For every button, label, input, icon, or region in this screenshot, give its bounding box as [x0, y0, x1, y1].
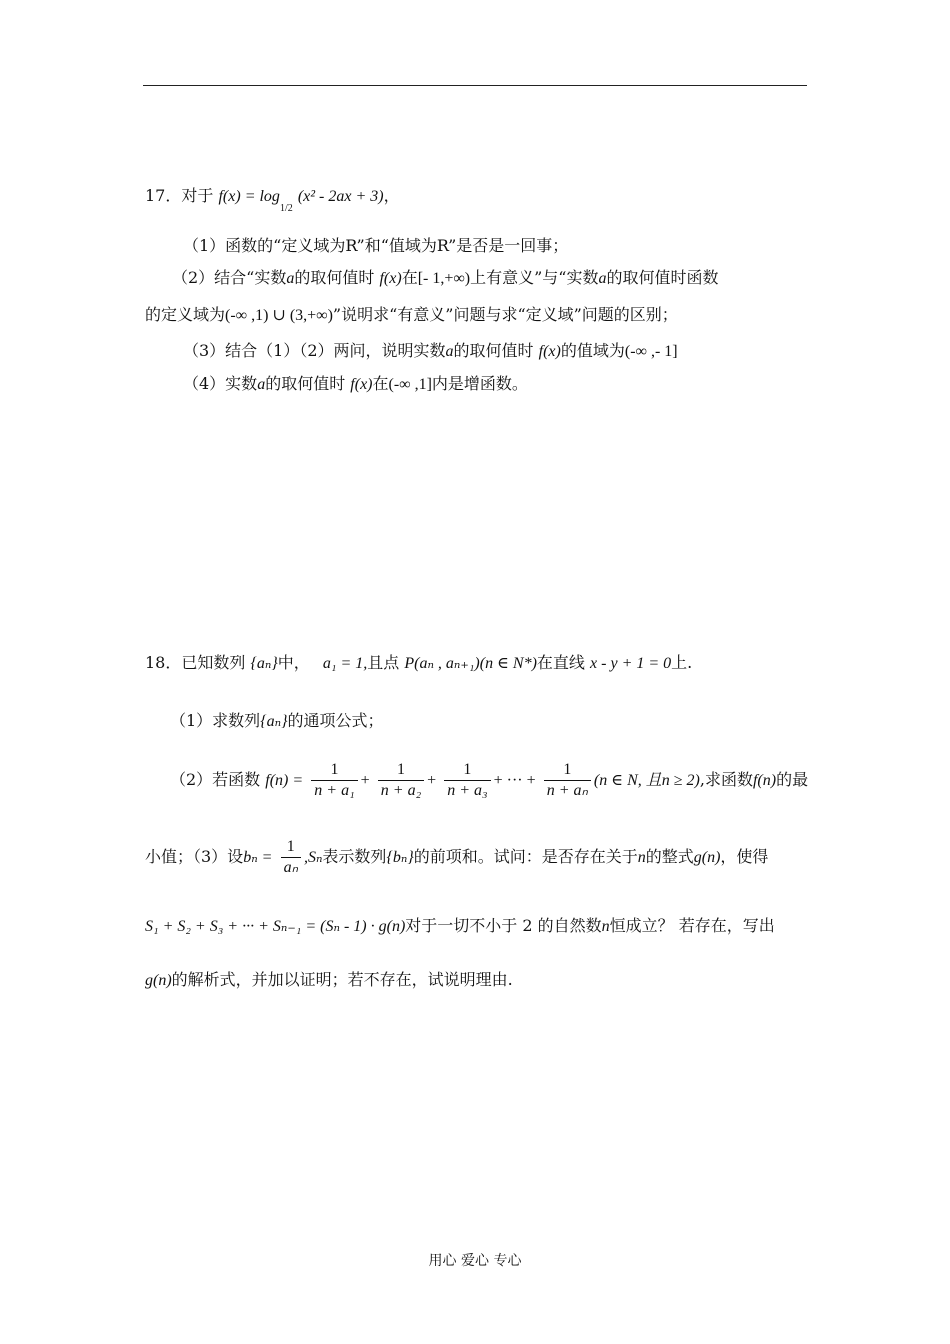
page-footer: 用心 爱心 专心	[428, 1253, 522, 1269]
q18-part3-line2: S₁ + S₂ + S₃ + ··· + Sₙ₋₁ = (Sₙ - 1) · g(n)对于一切不小于 2 的自然数n恒成立？ 若存在，写出	[145, 916, 775, 935]
q17-heading: 17．对于 $f(x) = \log_{1/2} (x^2 - 2ax + 3)$，	[145, 186, 400, 214]
fraction-2: $\frac{1}{\text{n + a₂}}$	[378, 760, 424, 801]
q17-arg: (x² - 2ax + 3)	[297, 188, 384, 205]
q17-part1: （1）函数的“定义域为R”和“值域为R”是否是一回事；	[183, 236, 569, 255]
q17-number: 17．	[145, 186, 182, 205]
q17-part3: （3）结合（1）（2）两问，说明实数a的取何值时 f(x)的值域为(-∞ ,- 1]	[183, 341, 678, 360]
q18-part3-line3: g(n)的解析式，并加以证明；若不存在，试说明理由.	[145, 970, 513, 989]
q17-expr: f(x) = log	[218, 188, 280, 205]
q18-seq: {aₙ}	[250, 655, 278, 672]
fraction-n: $\frac{1}{\text{n + aₙ}}$	[544, 760, 591, 801]
q18-part3-line1: 小值；（3）设bₙ = $\frac{1}{\text{aₙ}}$ ,Sₙ表示数列{bₙ}的前项和。试问：是否存在关于n的整式g(n)，使得	[145, 838, 769, 876]
q18-heading: 18．已知数列 {aₙ}中， a₁ = 1,且点 P(aₙ , aₙ₊₁)(n ∈ N*)在直线 x - y + 1 = 0上.	[145, 653, 693, 672]
fraction-1: $\frac{1}{\text{n + a₁}}$	[311, 760, 357, 801]
q17-part2-line2: 的定义域为(-∞ ,1) ∪ (3,+∞)”说明求“有意义”问题与求“定义域”问题的区别；	[145, 305, 678, 324]
q17-log-base: 1/2	[279, 203, 293, 214]
q17-intro: 对于	[181, 186, 214, 205]
q17-part4: （4）实数a的取何值时 f(x)在(-∞ ,1]内是增函数。	[183, 374, 528, 393]
fraction-bn: $\frac{1}{\text{aₙ}}$	[281, 837, 301, 878]
header-rule	[143, 85, 807, 86]
q18-part2: （2）若函数 f(n) = $\frac{1}{\text{n + a₁}}$ + $\frac{1}{\text{n + a₂}}$ + $\frac{1}{\text{n + a₃}}$ + ··· + $\frac{1}{\text{n + aₙ}}$ (n ∈ N, 且n ≥ 2),求函数f(n)的最	[170, 761, 809, 799]
q17-part2-line1: （2）结合“实数a的取何值时 f(x)在[- 1,+∞)上有意义”与“实数a的取何值时函数	[172, 268, 719, 287]
fraction-3: $\frac{1}{\text{n + a₃}}$	[444, 760, 490, 801]
q18-part1: （1）求数列{aₙ}的通项公式；	[170, 711, 384, 730]
